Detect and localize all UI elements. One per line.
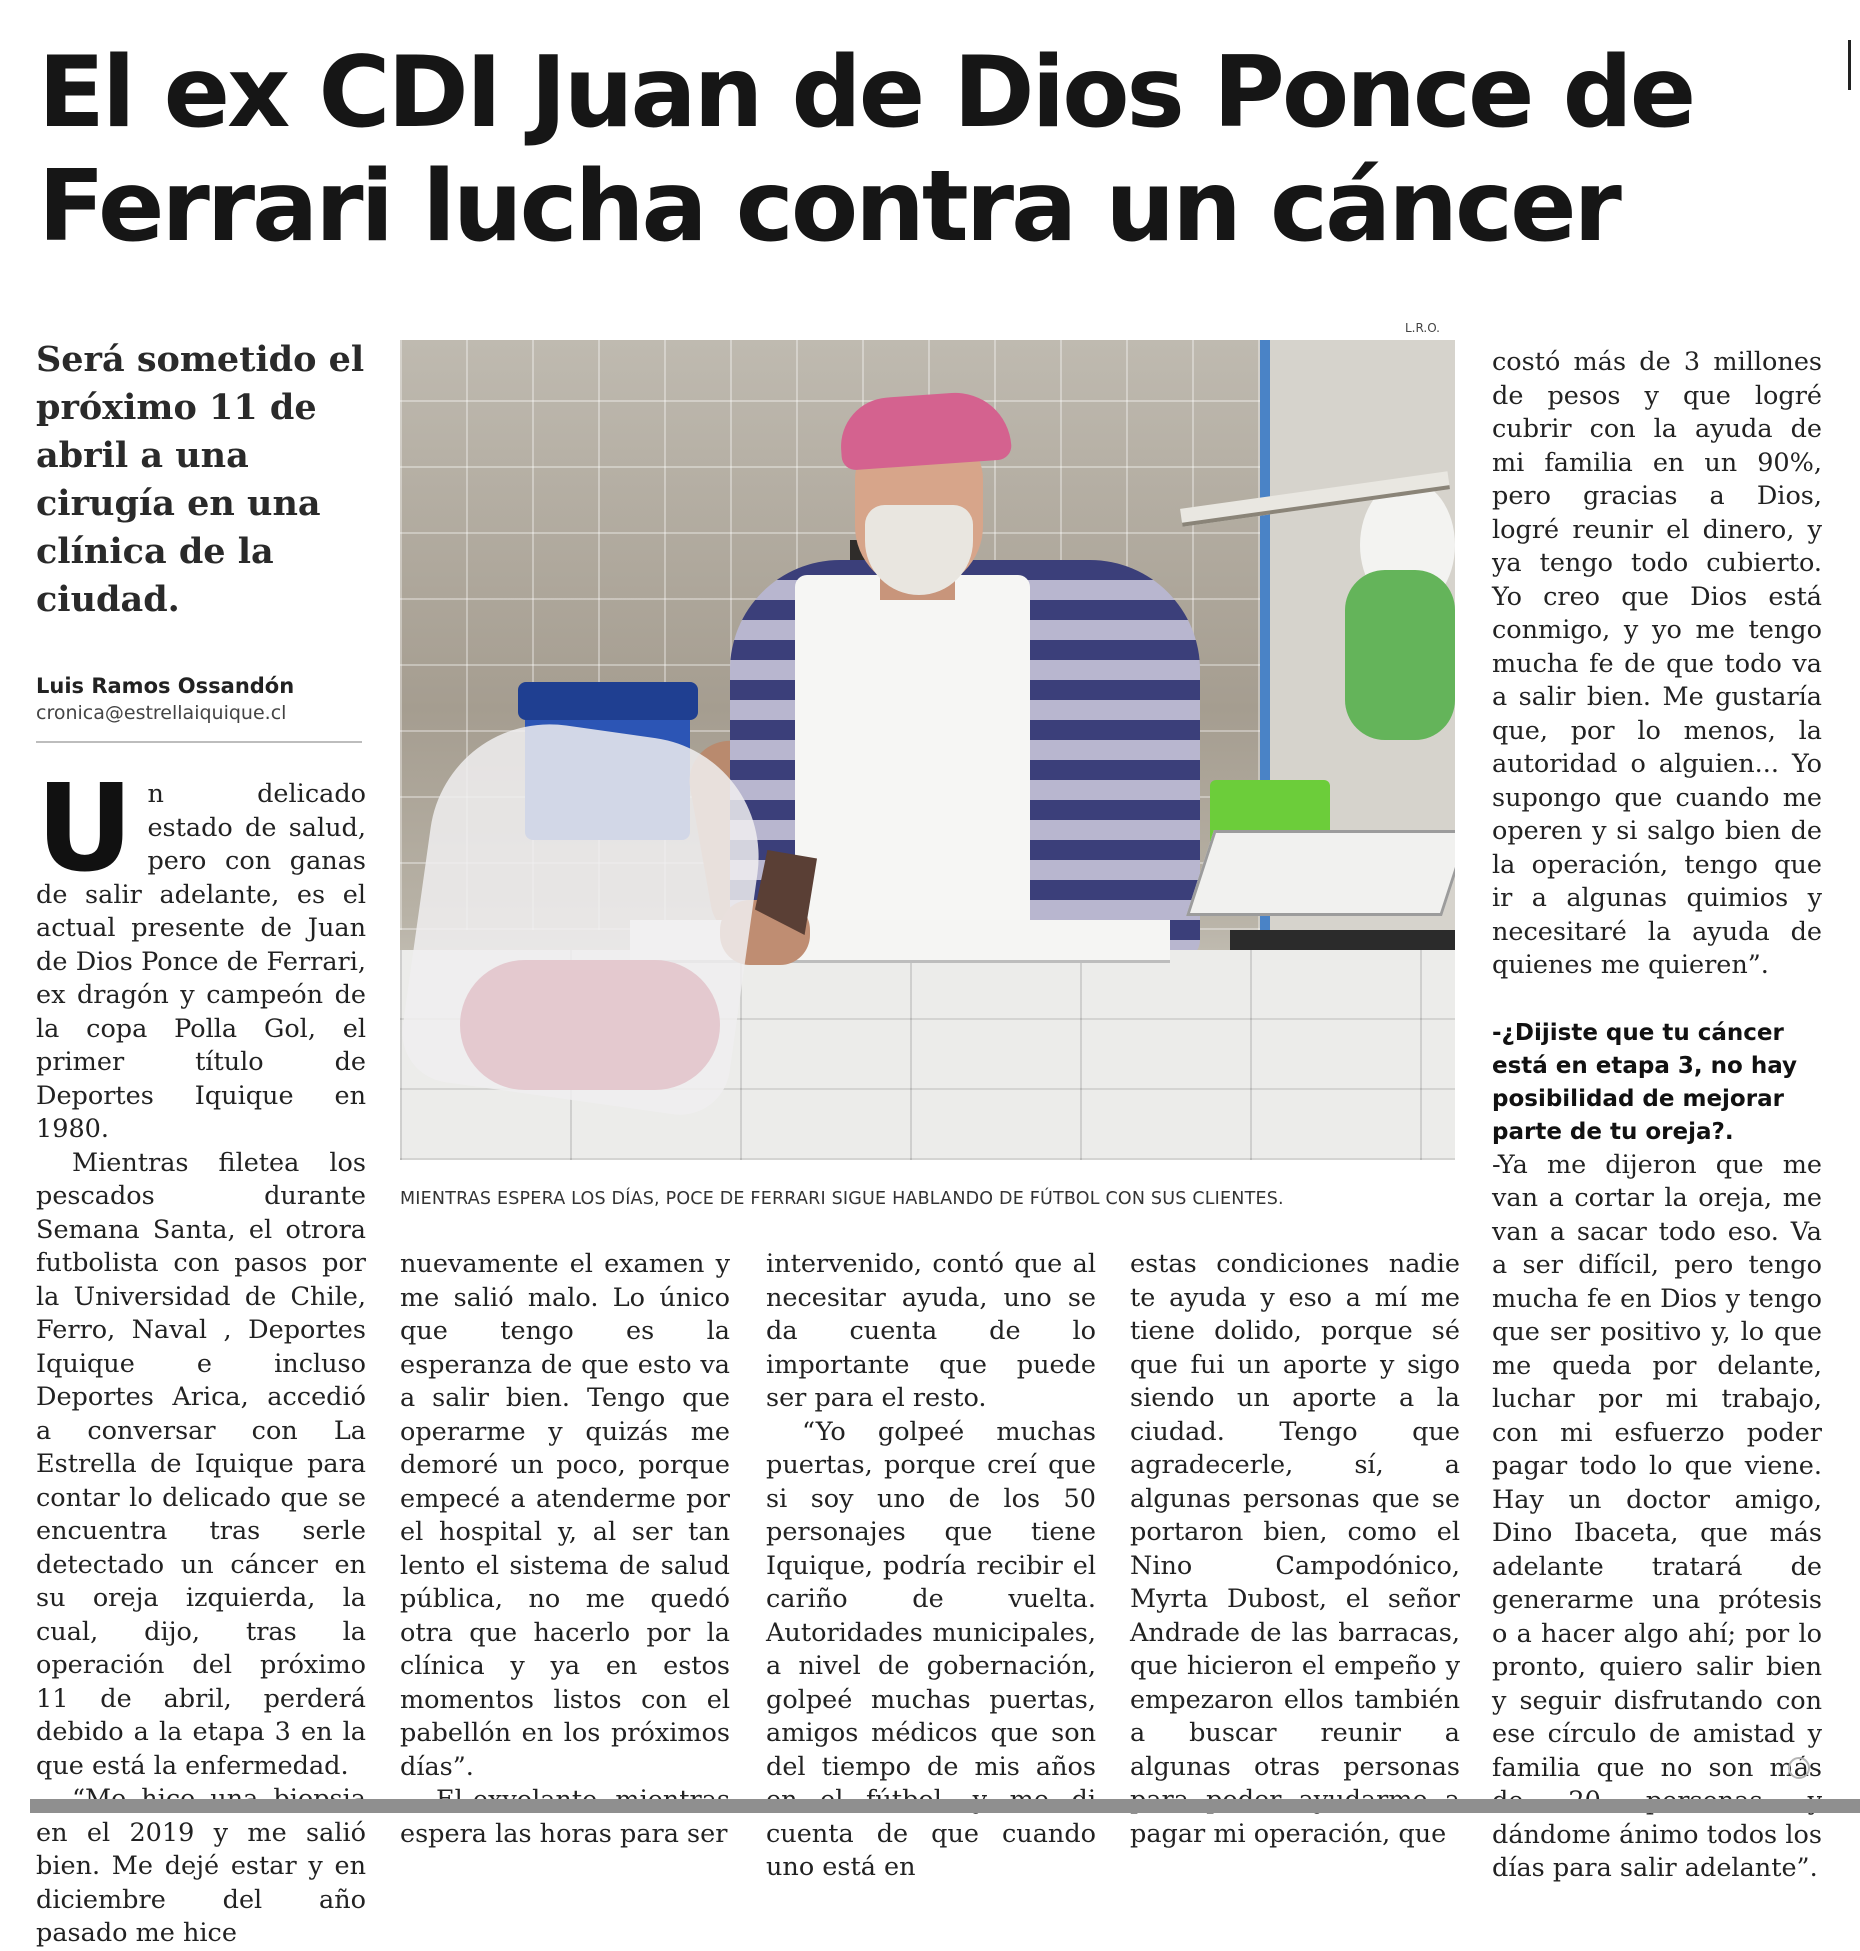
drop-cap: U <box>36 760 134 899</box>
green-bag <box>1345 570 1455 740</box>
article-column-5 <box>1492 346 1822 1886</box>
paragraph-3-cont: nuevamente el examen y me salió malo. Lo único que tengo es la esperanza de que esto va a salir bien. Tengo que operarme y quizás me demoré un poco, porque empecé a atenderme por el hospital y, al ser tan lento el sistema de salud pública, no me quedó otra que hacerlo por la clínica y ya en estos momentos listos con el pabellón en los próximos días”. <box>400 1249 730 1782</box>
paragraph-4-cont: intervenido, contó que al necesitar ayuda, uno se da cuenta de lo importante que puede ser para el resto. <box>766 1249 1096 1413</box>
author-name: Luis Ramos Ossandón <box>36 674 295 698</box>
paragraph-3: en el 2019 y me salió bien. Me dejé estar y en diciembre del año pasado me hice <box>36 1817 366 1948</box>
footer-rule <box>30 1799 1860 1813</box>
article-column-1 <box>36 760 366 1951</box>
author-email: cronica@estrellaiquique.cl <box>36 702 287 724</box>
interview-question: -¿Dijiste que tu cáncer está en etapa 3, no hay posibilidad de mejorar parte de tu oreja?. <box>1492 1019 1798 1145</box>
article-column-2 <box>400 1248 730 1851</box>
photo-caption: MIENTRAS ESPERA LOS DÍAS, POCE DE FERRARI SIGUE HABLANDO DE FÚTBOL CON SUS CLIENTES. <box>400 1189 1284 1209</box>
article-column-3 <box>766 1248 1096 1885</box>
article-photo <box>400 340 1455 1160</box>
paragraph-5-end: costó más de 3 millones de pesos y que logré cubrir con la ayuda de mi familia en un 90%, pero gracias a Dios, logré reunir el dinero, y ya tengo todo cubierto. Yo creo que Dios está conmigo, y yo me tengo mucha fe de que todo va a salir bien. Me gustaría que, por lo menos, la autoridad o alguien... Yo supongo que cuando me operen y si salgo bien de la operación, tengo que ir a algunas quimios y necesitaré la ayuda de quienes me quieren”. <box>1492 347 1822 980</box>
paragraph-5: “Yo golpeé muchas puertas, porque creí que si soy uno de los 50 personajes que tiene Iquique, podría recibir el cariño de vuelta. Autoridades municipales, a nivel de gobernación, golpeé muchas puertas, amigos médicos que son del tiempo de mis años cuenta de que cuando uno está en <box>766 1416 1096 1882</box>
blue-cooler-lid <box>518 682 698 720</box>
byline <box>36 672 366 726</box>
paragraph-2: Mientras filetea los pescados durante Semana Santa, el otrora futbolista con pasos por la Universidad de Chile, Ferro, Naval , Deportes Iquique e incluso Deportes Arica, accedió a conversar con La Estrella de Iquique para contar lo delicado que se encuentra tras serle detectado un cáncer en su oreja izquierda, la cual, dijo, tras la operación del próximo 11 de abril, perderá debido a la etapa 3 en la que está la enfermedad. <box>36 1147 366 1781</box>
photo-credit: L.R.O. <box>1405 321 1440 335</box>
article-column-4 <box>1130 1248 1460 1851</box>
paragraph-1: n delicado estado de salud, pero con ganas de salir adelante, es el actual presente de Juan de Dios Ponce de Ferrari, ex dragón y campeón de la copa Polla Gol, el primer título de Deportes Iquique en 1980. <box>36 779 366 1144</box>
paragraph-5-cont: estas condiciones nadie te ayuda y eso a mí me tiene dolido, porque sé que fui un aporte y sigo siendo un aporte a la ciudad. Tengo que agradecerle, sí, a algunas personas que se portaron bien, como el Nino Campodónico, Myrta Dubost, el señor Andrade de las barracas, que hicieron el empeño y empezaron ellos también a buscar reunir a algunas otras personas pagar mi operación, que <box>1130 1249 1460 1849</box>
fish-in-bag <box>460 960 720 1090</box>
scale-tray <box>1186 830 1455 916</box>
white-apron <box>795 575 1030 955</box>
page-edge-marker <box>1848 40 1851 90</box>
byline-divider <box>36 741 362 743</box>
end-of-article-icon <box>1788 1757 1810 1779</box>
headline: El ex CDI Juan de Dios Ponce de Ferrari lucha contra un cáncer <box>38 36 1694 264</box>
paragraph-4: espera las horas para ser <box>400 1818 728 1849</box>
subheadline: Será sometido el próximo 11 de abril a una cirugía en una clínica de la ciudad. <box>36 339 365 620</box>
interview-answer: -Ya me dijeron que me van a cortar la oreja, me van a sacar todo eso. Va a ser difícil, pero tengo mucha fe en Dios y tengo que ser positivo y, lo que me queda por delante, luchar por mi trabajo, con mi esfuerzo poder pagar todo lo que viene. Hay un doctor amigo, Dino Ibaceta, que más adelante tratará de generarme una prótesis o a hacer algo ahí; por lo pronto, quiero salir bien y seguir disfrutando con ese círculo de amistad y familia que no son más dándome ánimo todos los días para salir adelante”. <box>1492 1149 1822 1883</box>
